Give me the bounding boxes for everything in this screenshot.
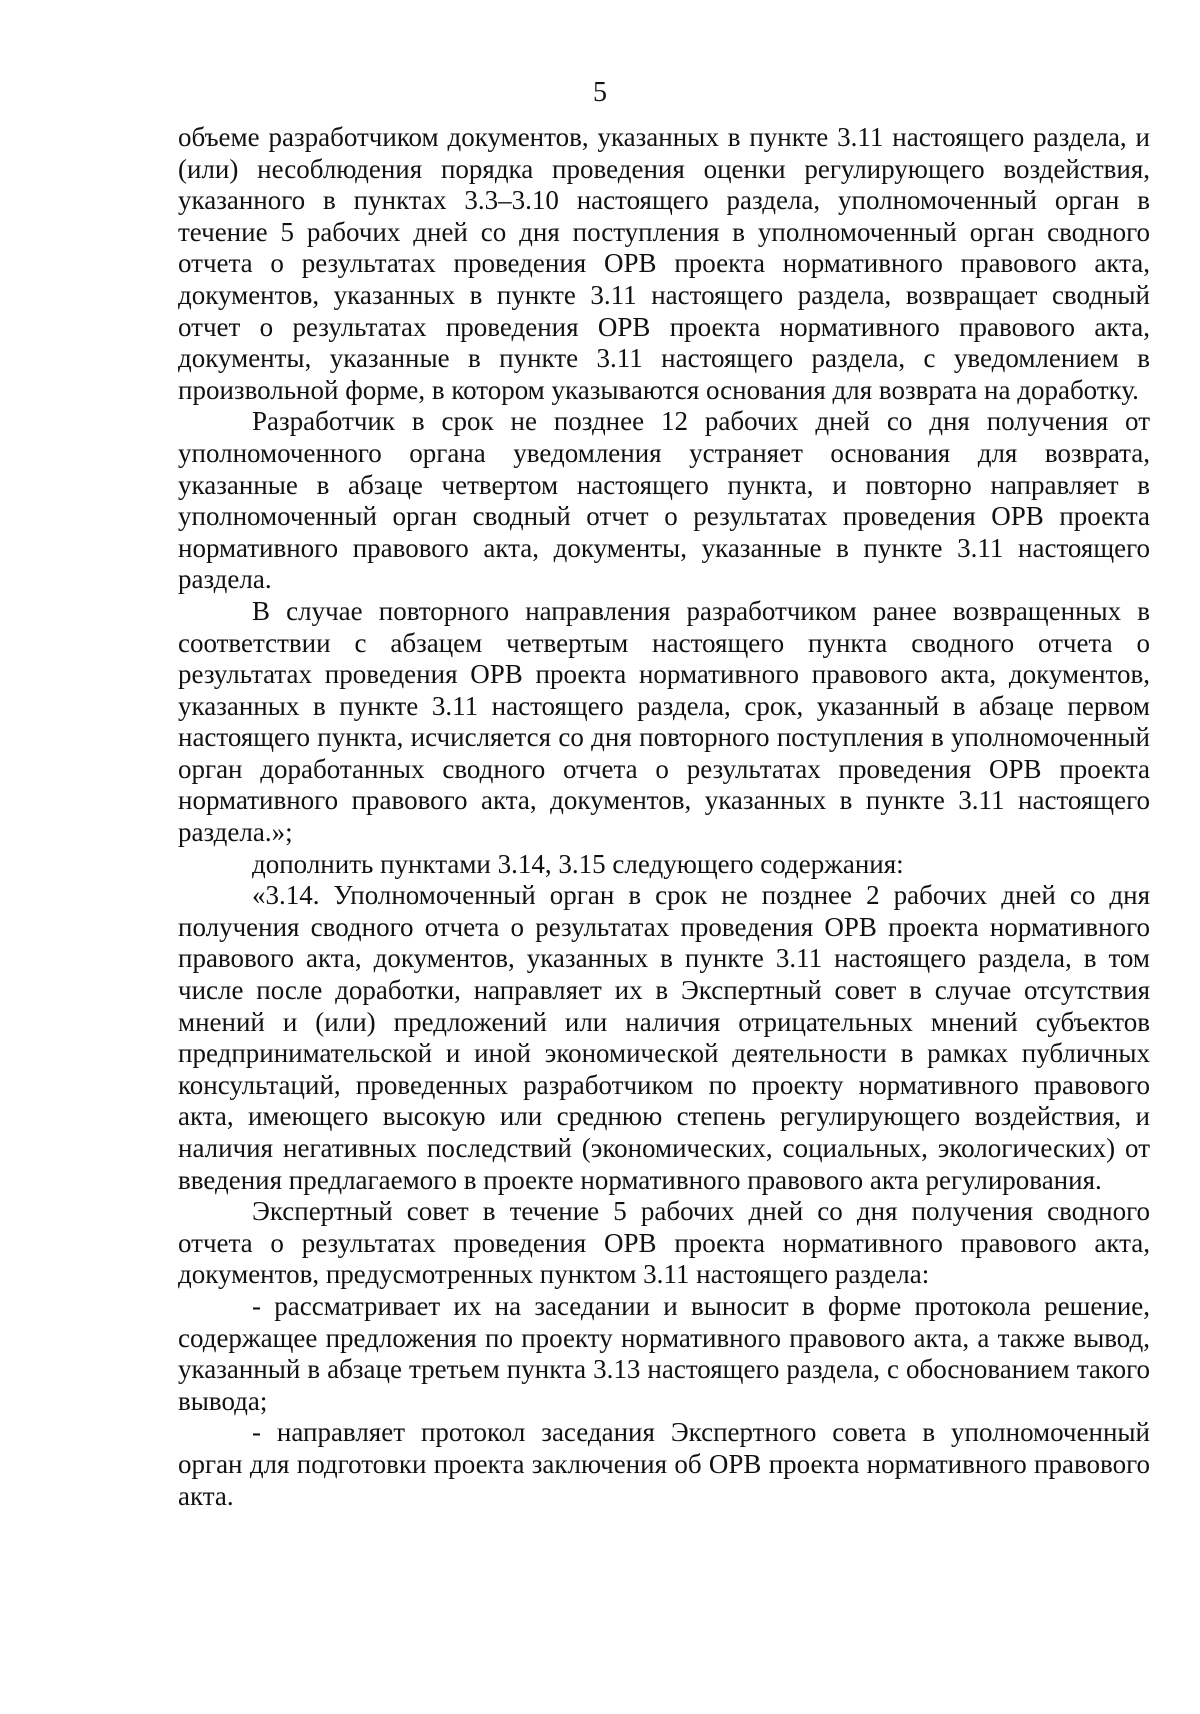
page-number: 5 (593, 77, 607, 108)
paragraph-return-conditions: объеме разработчиком документов, указанных в пункте 3.11 настоящего раздела, и (или) несоблюдения порядка проведения оценки регулирующего воздействия, указанного в пунктах 3.3–3.10 настоящего раздела, уполномоченный орган в течение 5 рабочих дней со дня поступления в уполномоченный орган сводного отчета о результатах проведения ОРВ проекта нормативного правового акта, документов, указанных в пункте 3.11 настоящего раздела, возвращает сводный отчет о результатах проведения ОРВ проекта нормативного правового акта, документы, указанные в пункте 3.11 настоящего раздела, с уведомлением в произвольной форме, в котором указываются основания для возврата на доработку. (178, 122, 1150, 405)
paragraph-repeated-submission: В случае повторного направления разработчиком ранее возвращенных в соответствии с абзацем четвертым настоящего пункта сводного отчета о результатах проведения ОРВ проекта нормативного правового акта, документов, указанных в пункте 3.11 настоящего раздела, срок, указанный в абзаце первом настоящего пункта, исчисляется со дня повторного поступления в уполномоченный орган доработанных сводного отчета о результатах проведения ОРВ проекта нормативного правового акта, документов, указанных в пункте 3.11 настоящего раздела.»; (178, 595, 1150, 848)
document-body (178, 122, 1150, 1512)
paragraph-expert-council: Экспертный совет в течение 5 рабочих дней со дня получения сводного отчета о результатах проведения ОРВ проекта нормативного правового акта, документов, предусмотренных пунктом 3.11 настоящего раздела: (178, 1196, 1150, 1290)
paragraph-amendment-intro: дополнить пунктами 3.14, 3.15 следующего содержания: (252, 848, 904, 879)
list-item-send-protocol: - направляет протокол заседания Экспертного совета в уполномоченный орган для подготовки проекта заключения об ОРВ проекта нормативного правового акта. (178, 1417, 1150, 1511)
list-item-review-meeting: - рассматривает их на заседании и выносит в форме протокола решение, содержащее предложения по проекту нормативного правового акта, а также вывод, указанный в абзаце третьем пункта 3.13 настоящего раздела, с обоснованием такого вывода; (178, 1290, 1150, 1416)
paragraph-developer-resubmission: Разработчик в срок не позднее 12 рабочих дней со дня получения от уполномоченного органа уведомления устраняет основания для возврата, указанные в абзаце четвертом настоящего пункта, и повторно направляет в уполномоченный орган сводный отчет о результатах проведения ОРВ проекта нормативного правового акта, документы, указанные в пункте 3.11 настоящего раздела. (178, 406, 1150, 595)
paragraph-clause-3-14: «3.14. Уполномоченный орган в срок не позднее 2 рабочих дней со дня получения сводного отчета о результатах проведения ОРВ проекта нормативного правового акта, документов, указанных в пункте 3.11 настоящего раздела, в том числе после доработки, направляет их в Экспертный совет в случае отсутствия мнений и (или) предложений или наличия отрицательных мнений субъектов предпринимательской и иной экономической деятельности в рамках публичных консультаций, проведенных разработчиком по проекту нормативного правового акта, имеющего высокую или среднюю степень регулирующего воздействия, и наличия негативных последствий (экономических, социальных, экологических) от введения предлагаемого в проекте нормативного правового акта регулирования. (178, 880, 1150, 1195)
